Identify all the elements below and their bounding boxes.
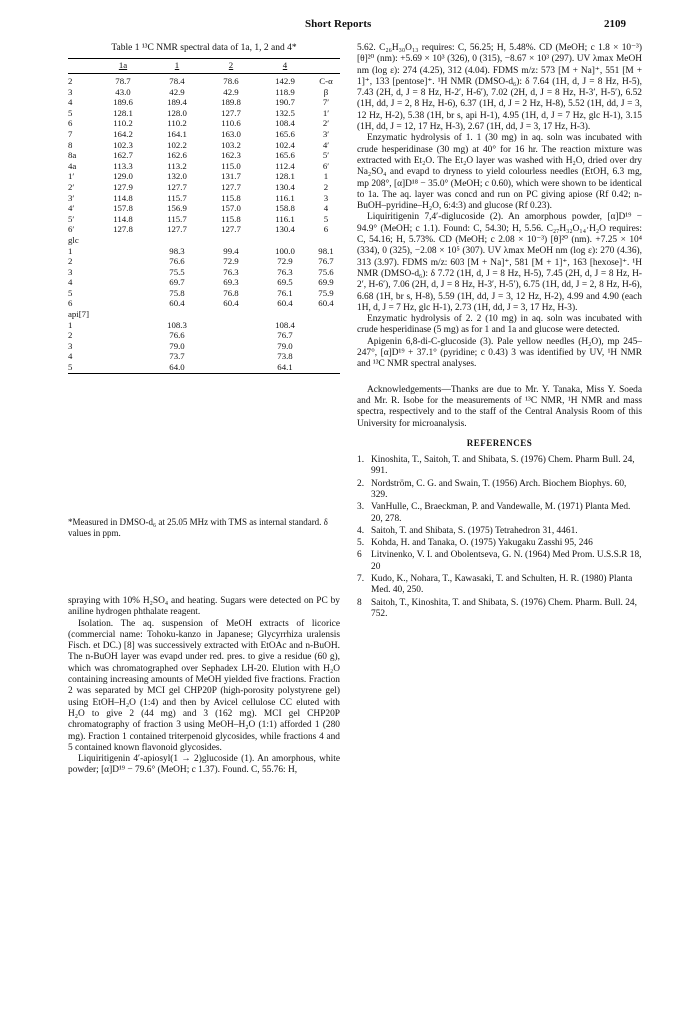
table-cell (96, 288, 150, 299)
table-cell: 114.8 (113, 192, 133, 203)
table-cell: 76.7 (318, 256, 334, 267)
reference-number: 3. (357, 502, 365, 513)
acknowledgements: Acknowledgements—Thanks are due to Mr. Y. Tanaka, Miss Y. Soeda and Mr. R. Isobe for the measurements of ¹³C NMR, ¹H NMR and mass spectra, respectively and to the staff of the Central Analysis Room of this University for microanalysis. (357, 384, 642, 429)
table-row (68, 351, 340, 362)
table-cell: 2 (68, 256, 73, 267)
table-cell: 4′ (68, 203, 75, 214)
reference-item (357, 550, 642, 573)
table-cell (204, 235, 258, 246)
reference-text: VanHulle, C., Braeckman, P. and Vandewalle, M. (1971) Planta Med. 20, 278. (371, 502, 631, 524)
page-number: 2109 (604, 18, 626, 30)
table-row (68, 108, 340, 119)
table-cell: 60.4 (318, 298, 334, 309)
table-cell (96, 235, 150, 246)
table-row (68, 129, 340, 140)
table-row (68, 87, 340, 98)
table-cell: 100.0 (275, 245, 295, 256)
table-cell (312, 320, 340, 331)
table-row (68, 298, 340, 309)
table-cell: api[7] (68, 309, 90, 320)
table-cell: 162.7 (113, 150, 133, 161)
table-cell: 76.7 (277, 330, 293, 341)
table-cell: 5 (68, 362, 96, 373)
reference-text: Litvinenko, V. I. and Obolentseva, G. N. (1964) Med Prom. U.S.S.R 18, 20 (371, 550, 642, 572)
table-cell: 6 (68, 118, 73, 129)
table-cell: 115.8 (221, 192, 241, 203)
table-cell: 103.2 (221, 139, 241, 150)
table-cell (96, 298, 150, 309)
table-cell (204, 330, 258, 341)
table-cell: 127.8 (113, 224, 133, 235)
table-cell: 79.0 (277, 340, 293, 351)
table-cell: 110.2 (167, 118, 187, 129)
reference-text: Kudo, K., Nohara, T., Kawasaki, T. and Schulten, H. R. (1980) Planta Med. 40, 250. (371, 574, 633, 596)
table-row (68, 362, 340, 373)
reference-text: Kohda, H. and Tanaka, O. (1975) Yakugaku Zasshi 95, 246 (371, 538, 593, 549)
table-cell: 6 (323, 224, 329, 235)
table-cell (258, 235, 312, 246)
table-cell: 98.3 (169, 245, 185, 256)
table-footnote: *Measured in DMSO-d₆ at 25.05 MHz with TMS as internal standard. δ values in ppm. (68, 517, 328, 538)
table-cell: 6 (68, 298, 73, 309)
reference-number: 5. (357, 538, 365, 549)
paragraph: Liquiritigenin 7,4′-diglucoside (2). An amorphous powder, [α]D¹⁹ − 94.9° (MeOH; c 1.1). Found: C, 54.30; H, 5.56. C₂₇H₃₂O₁₄·H₂O requires: C, 54.16; H, 5.73%. CD (MeOH; c 2.08 × 10⁻³) [θ]²⁰ (nm). +7.25 × 10⁴ (334), 0 (325), −2.08 × 10⁵ (307). UV λmax MeOH nm (log ε): 270 (4.36), 313 (3.97). FDMS m/z: 603 [M + Na]⁺, 581 [M + 1]⁺, 163 [hexose]⁺. ¹H NMR (DMSO-d₆): δ 7.72 (1H, d, J = 8 Hz, H-5), 7.45 (2H, d, J = 8 Hz, H-2′, H-6′), 7.06 (2H, d, J = 8 Hz, H-3′, H-5′), 6.75 (1H, dd, J = 2, 8 Hz, H-6), 6.68 (1H, br s, H-8), 5.59 (1H, dd, J = 3, 12 Hz, H-2), 4.99 and 4.90 (each 1H, d, J = 7 Hz, glc H-1), 2.73 (1H, dd, J = 3, 17 Hz, H-3). (357, 212, 642, 313)
reference-text: Saitoh, T. and Shibata, S. (1975) Tetrahedron 31, 4461. (371, 525, 578, 536)
table-cell: 4 (68, 97, 73, 108)
table-cell: 73.8 (277, 351, 293, 362)
paragraph: Liquiritigenin 4′-apiosyl(1 → 2)glucoside (1). An amorphous, white powder; [α]D¹⁹ − 79.6° (MeOH; c 1.37). Found. C, 55.76: H, (68, 754, 340, 776)
table-cell: 75.5 (169, 266, 185, 277)
table-cell: 1 (323, 171, 329, 182)
table-row (68, 267, 340, 278)
reference-text: Nordström, C. G. and Swain, T. (1956) Arch. Biochem Biophys. 60, 329. (371, 478, 627, 500)
table-cell: 2 (68, 76, 73, 86)
table-row (68, 214, 340, 225)
table-cell (96, 256, 150, 267)
table-cell: 72.9 (277, 256, 293, 267)
table-cell: 76.1 (277, 287, 293, 298)
table-cell: 64.0 (150, 362, 204, 373)
table-cell (312, 351, 340, 362)
table-cell (258, 309, 312, 320)
table-column-header: 1a (96, 59, 150, 74)
table-column-header: 4 (258, 59, 312, 74)
table-cell (204, 351, 258, 362)
table-cell: 128.1 (113, 107, 133, 118)
table-cell (312, 235, 340, 246)
reference-number: 2. (357, 478, 365, 489)
page-header (0, 18, 696, 34)
table-row (68, 97, 340, 108)
table-column-header (68, 59, 96, 74)
table-cell: 2′ (322, 118, 330, 129)
table-cell: 127.7 (221, 107, 241, 118)
table-cell: 158.8 (275, 203, 295, 214)
table-cell (96, 277, 150, 288)
table-cell: 60.4 (223, 298, 239, 309)
table-row (68, 182, 340, 193)
table-cell: 69.9 (318, 277, 334, 288)
table-cell: β (323, 86, 329, 97)
table-cell: 79.0 (169, 340, 185, 351)
paragraph: spraying with 10% H₂SO₄ and heating. Sugars were detected on PC by aniline hydrogen phthalate reagent. (68, 596, 340, 618)
table-cell: 75.8 (169, 287, 185, 298)
table-cell: glc (68, 234, 79, 245)
table-row (68, 246, 340, 257)
table-cell: 3 (323, 192, 329, 203)
paragraph: Apigenin 6,8-di-C-glucoside (3). Pale yellow needles (H₂O), mp 245–247°, [α]D¹⁹ + 37.1° (pyridine; c 0.43) 3 was identified by UV, ¹H NMR and ¹³C NMR spectral analyses. (357, 336, 642, 370)
reference-text: Saitoh, T., Kinoshita, T. and Shibata, S. (1976) Chem. Pharm. Bull. 24, 752. (371, 597, 637, 619)
table-cell (150, 309, 204, 320)
table-row (68, 118, 340, 129)
table-cell (312, 341, 340, 352)
table-cell: 113.2 (167, 160, 187, 171)
table-cell (96, 330, 150, 341)
reference-number: 7. (357, 574, 365, 585)
table-cell (312, 330, 340, 341)
table-cell: 157.8 (113, 203, 133, 214)
reference-item (357, 598, 642, 621)
table-cell: 4′ (322, 139, 330, 150)
table-cell: 127.7 (167, 181, 187, 192)
table-cell (204, 320, 258, 331)
reference-number: 8 (357, 597, 362, 608)
reference-text: Kinoshita, T., Saitoh, T. and Shibata, S. (1976) Chem. Pharm Bull. 24, 991. (371, 455, 635, 477)
table-row (68, 235, 340, 246)
table-cell: 118.9 (275, 86, 295, 97)
table-row (68, 330, 340, 341)
table-cell: 165.6 (275, 128, 295, 139)
table-row (68, 203, 340, 214)
table-cell: 130.4 (275, 224, 295, 235)
reference-number: 6 (357, 550, 362, 561)
table-cell (312, 309, 340, 320)
table-cell: 164.2 (113, 128, 133, 139)
table-cell: 190.7 (275, 97, 295, 108)
table-cell: 165.6 (275, 150, 295, 161)
table-cell: 69.7 (169, 277, 185, 288)
table-column-header (312, 59, 340, 74)
reference-number: 4. (357, 525, 365, 536)
table-cell: 73.7 (169, 351, 185, 362)
table-cell: 115.0 (221, 160, 241, 171)
table-cell: 76.3 (223, 266, 239, 277)
table-cell: 1 (68, 319, 73, 330)
table-cell: 102.3 (113, 139, 133, 150)
table-cell: 43.0 (115, 86, 131, 97)
table-cell: 110.6 (221, 118, 241, 129)
table-cell: 157.0 (221, 203, 241, 214)
reference-item (357, 538, 642, 549)
reference-item (357, 526, 642, 537)
table-cell: 131.7 (221, 171, 241, 182)
reference-number: 1. (357, 455, 365, 466)
table-cell: 42.9 (169, 86, 185, 97)
table-cell: 76.6 (169, 256, 185, 267)
table-cell: 8a (68, 150, 77, 161)
table-cell: 115.7 (167, 213, 187, 224)
references-heading: REFERENCES (466, 437, 533, 448)
table-cell: 129.0 (113, 171, 133, 182)
table-cell: 42.9 (223, 86, 239, 97)
table-cell: 114.8 (113, 213, 133, 224)
table-cell: 108.4 (275, 319, 295, 330)
table-cell: 5 (68, 287, 73, 298)
table-row (68, 150, 340, 161)
table-cell: 108.3 (167, 319, 187, 330)
table-cell: 116.1 (275, 213, 295, 224)
table-body (68, 74, 340, 374)
table-cell: 142.9 (275, 76, 295, 86)
table-row (68, 277, 340, 288)
table-cell: 7′ (322, 97, 330, 108)
table-cell: 4 (68, 351, 73, 362)
table-cell: 130.4 (275, 181, 295, 192)
right-column (357, 43, 642, 621)
table-column-header: 2 (204, 59, 258, 74)
table-cell: 76.8 (223, 287, 239, 298)
paragraph: 5.62. C₂₆H₃₀O₁₃ requires: C, 56.25; H, 5.48%. CD (MeOH; c 1.8 × 10⁻³) [θ]²⁰ (nm): +5.69 × 10³ (326), 0 (315), −8.67 × 10³ (297). UV λmax MeOH nm (log ε): 274 (4.25), 312 (4.04). FDMS m/z: 573 [M + Na]⁺, 551 [M + 1]⁺, 133 [pentose]⁺. ¹H NMR (DMSO-d₆): δ 7.64 (1H, d, J = 8 Hz, H-5), 7.43 (2H, d, J = 8 Hz, H-2′, H-6′), 7.02 (2H, d, J = 8 Hz, H-3′, H-5′), 6.52 (1H, dd, J = 2, 8 Hz, H-6), 6.37 (1H, d, J = 2 Hz, H-8), 5.52 (1H, dd, J = 3, 12 Hz, H-2), 5.38 (1H, br s, api H-1), 4.95 (1H, d, J = 7 Hz, glc H-1), 3.15 (1H, dd, J = 12, 17 Hz, H-3), 2.67 (1H, dd, J = 3, 17 Hz, H-3). (357, 43, 642, 133)
table-row (68, 224, 340, 235)
table-cell: 127.7 (221, 181, 241, 192)
table-cell: C-α (319, 76, 333, 86)
table-cell: 64.1 (258, 362, 312, 373)
table-cell: 162.3 (221, 150, 241, 161)
table-cell: 5 (68, 107, 73, 118)
table-cell: 2′ (68, 181, 75, 192)
table-cell: 7 (68, 128, 73, 139)
table-cell: 132.5 (275, 107, 295, 118)
table-cell: 4a (68, 160, 77, 171)
table-cell: 76.3 (277, 266, 293, 277)
table-cell: 127.7 (221, 224, 241, 235)
table-row (68, 140, 340, 151)
table-cell: 78.7 (115, 76, 131, 86)
table-header-row (68, 59, 340, 74)
table-cell: 163.0 (221, 128, 241, 139)
table-row (68, 74, 340, 87)
table-cell (96, 351, 150, 362)
nmr-table (68, 58, 340, 374)
table-cell: 99.4 (223, 245, 239, 256)
paragraph: Enzymatic hydrolysis of 1. 1 (30 mg) in aq. soln was incubated with crude hesperidinase (30 mg) at 40° for 16 hr. The reaction mixture was extracted with Et₂O. The Et₂O layer was washed with H₂O, dried over dry Na₂SO₄ and evapd to dryness to yield colourless needles (EtOH, 6.3 mg, mp 208°, [α]D¹⁸ − 35.0° (MeOH; c 0.60), which were shown to be identical to 1a. The aq. layer was concd and run on PC giving apiose (Rf 0.42; n-BuOH–pyridine–H₂O, 6:4:3) and glucose (Rf 0.23). (357, 133, 642, 212)
table-cell (96, 362, 150, 373)
table-cell: 3 (68, 266, 73, 277)
table-cell (96, 341, 150, 352)
left-column-text (68, 596, 340, 777)
table-cell: 4 (68, 277, 73, 288)
table-caption: Table 1 ¹³C NMR spectral data of 1a, 1, 2 and 4* (111, 43, 297, 53)
paragraph: Isolation. The aq. suspension of MeOH extracts of licorice (commercial name: Tohoku-kanzo in Japanese; Glycyrrhiza uralensis Fisch. et DC.) [8] was successively extracted with EtOAc and n-BuOH. The n-BuOH layer was evapd under red. pres. to give a residue (60 g), which was chromatographed over Sephadex LH-20. Elution with H₂O containing increasing amounts of MeOH yielded five fractions. Fraction 2 was separated by MCI gel CHP20P (high-porosity polystyrene gel) using EtOH–H₂O (1:4) and then by Avicel cellulose CC eluted with H₂O to give 2 (44 mg) and 3 (162 mg). MCI gel CHP20P chromatography of fraction 3 using MeOH–H₂O (1:1) afforded 1 (280 mg). Fraction 1 contained triterpenoid glycosides, while fractions 4 and 5 contained known flavonoid glycosides. (68, 618, 340, 753)
right-column-text (357, 43, 642, 371)
table-cell: 3 (68, 340, 73, 351)
table-cell: 72.9 (223, 256, 239, 267)
reference-item (357, 502, 642, 525)
table-cell (204, 309, 258, 320)
table-cell (96, 246, 150, 257)
table-cell: 189.8 (221, 97, 241, 108)
table-cell: 110.2 (113, 118, 133, 129)
table-cell: 1′ (68, 171, 75, 182)
table-cell: 102.4 (275, 139, 295, 150)
table-cell: 132.0 (167, 171, 187, 182)
table-cell: 127.9 (113, 181, 133, 192)
table-cell: 189.6 (113, 97, 133, 108)
table-cell: 115.7 (167, 192, 187, 203)
table-cell: 69.5 (277, 277, 293, 288)
table-cell: 2 (68, 330, 73, 341)
table-cell: 75.9 (318, 287, 334, 298)
table-cell: 2 (323, 181, 329, 192)
table-cell: 60.4 (169, 298, 185, 309)
table-cell: 76.6 (169, 330, 185, 341)
reference-item (357, 479, 642, 502)
table-cell (204, 341, 258, 352)
table-cell: 98.1 (318, 245, 334, 256)
reference-item (357, 574, 642, 597)
table-cell: 75.6 (318, 266, 334, 277)
table-cell: 112.4 (275, 160, 295, 171)
references-list (357, 455, 642, 620)
table-row (68, 309, 340, 320)
table-cell: 162.6 (167, 150, 187, 161)
table-cell: 108.4 (275, 118, 295, 129)
table-cell: 5′ (68, 213, 75, 224)
table-cell: 113.3 (113, 160, 133, 171)
table-cell (150, 235, 204, 246)
reference-item (357, 455, 642, 478)
table-cell (96, 309, 150, 320)
table-cell: 3′ (68, 192, 75, 203)
table-row (68, 320, 340, 331)
table-cell: 6′ (68, 224, 75, 235)
table-row (68, 256, 340, 267)
table-cell: 5 (323, 213, 329, 224)
table-cell: 3 (68, 86, 73, 97)
table-row (68, 161, 340, 172)
table-cell: 115.8 (221, 213, 241, 224)
table-cell (312, 362, 340, 373)
table-cell: 116.1 (275, 192, 295, 203)
table-cell: 5′ (322, 150, 330, 161)
table-cell: 78.6 (223, 76, 239, 86)
running-title: Short Reports (305, 18, 372, 30)
table-cell: 156.9 (167, 203, 187, 214)
table-column-header: 1 (150, 59, 204, 74)
table-cell: 3′ (322, 128, 330, 139)
table-cell: 1 (68, 245, 73, 256)
table-cell: 128.1 (275, 171, 295, 182)
table-cell: 69.3 (223, 277, 239, 288)
table-cell: 4 (323, 203, 329, 214)
table-cell (204, 362, 258, 373)
table-cell: 8 (68, 139, 73, 150)
table-cell: 78.4 (169, 76, 185, 86)
table-cell: 128.0 (167, 107, 187, 118)
table-row (68, 288, 340, 299)
table-cell: 189.4 (167, 97, 187, 108)
table-cell: 127.7 (167, 224, 187, 235)
table-cell (96, 320, 150, 331)
table-row (68, 193, 340, 204)
table-row (68, 341, 340, 352)
table-cell (96, 267, 150, 278)
table-cell: 164.1 (167, 128, 187, 139)
table-cell: 102.2 (167, 139, 187, 150)
table-cell: 6′ (322, 160, 330, 171)
table-row (68, 171, 340, 182)
table-cell: 60.4 (277, 298, 293, 309)
table-cell: 1′ (322, 107, 330, 118)
paragraph: Enzymatic hydrolysis of 2. 2 (10 mg) in aq. soln was incubated with crude hesperidinase (5 mg) as for 1 and 1a and glucose were detected. (357, 314, 642, 336)
